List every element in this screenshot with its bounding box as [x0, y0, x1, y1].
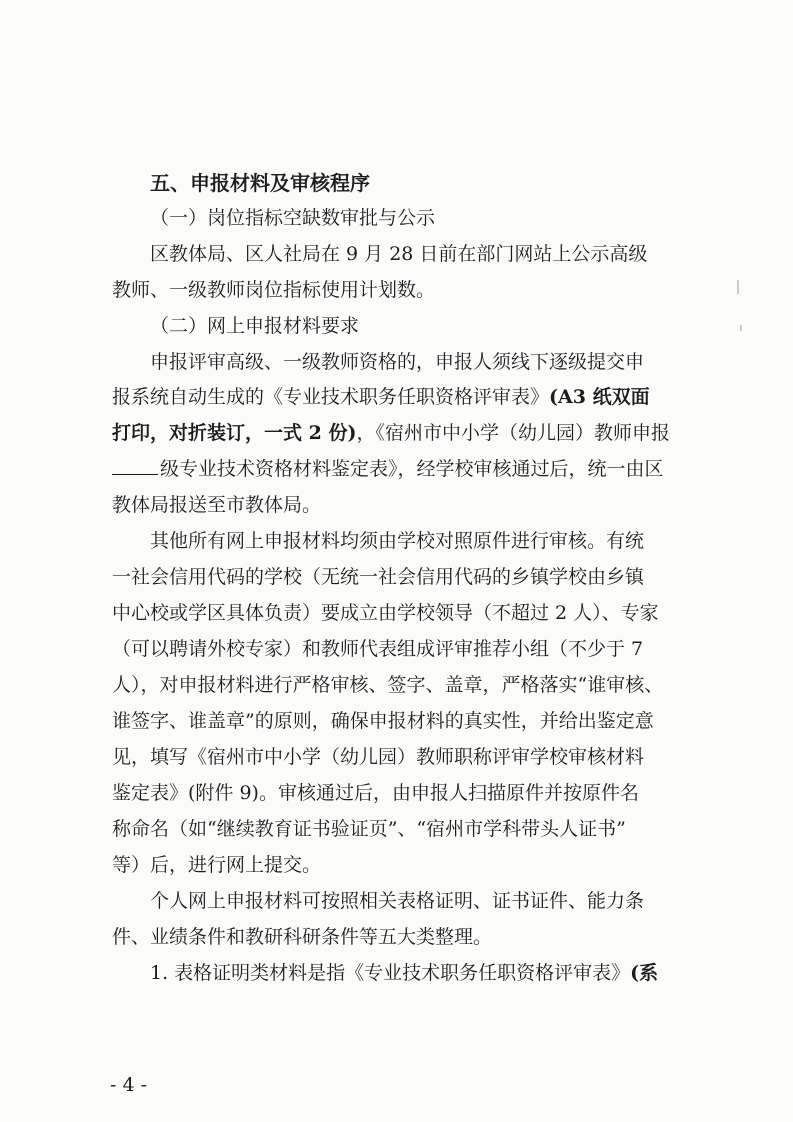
- scan-speck: [737, 280, 739, 294]
- scan-speck: [740, 325, 742, 331]
- paragraph-3-line-6: 谁签字、谁盖章”的原则，确保申报材料的真实性，并给出鉴定意: [112, 710, 654, 732]
- paragraph-3-line-1: 其他所有网上申报材料均须由学校对照原件进行审核。有统: [150, 530, 645, 552]
- paragraph-3-line-4: （可以聘请外校专家）和教师代表组成评审推荐小组（不少于 7: [112, 638, 644, 660]
- paragraph-3-line-5: 人），对申报材料进行严格审核、签字、盖章，严格落实“谁审核、: [112, 674, 664, 696]
- paragraph-5-line-1-text: 1. 表格证明类材料是指《专业技术职务任职资格评审表》: [150, 962, 631, 984]
- subsection-1-title: （一）岗位指标空缺数审批与公示: [150, 207, 436, 229]
- section-title: 五、申报材料及审核程序: [150, 171, 370, 195]
- subsection-2-title: （二）网上申报材料要求: [150, 315, 360, 337]
- paragraph-1-line-2: 教师、一级教师岗位指标使用计划数。: [112, 279, 436, 301]
- paragraph-3-line-9: 称命名（如“继续教育证书验证页”、“宿州市学科带头人证书”: [112, 818, 626, 840]
- paragraph-2-line-1: 申报评审高级、一级教师资格的，申报人须线下逐级提交申: [150, 351, 645, 373]
- page-number: - 4 -: [110, 1074, 148, 1096]
- paragraph-3-line-3: 中心校或学区具体负责）要成立由学校领导（不超过 2 人）、专家: [112, 602, 659, 624]
- paragraph-3-line-8: 鉴定表》(附件 9)。审核通过后，由申报人扫描原件并按原件名: [112, 782, 639, 804]
- paragraph-2-line-2-bold: (A3 纸双面: [549, 386, 650, 408]
- paragraph-3-line-7: 见，填写《宿州市中小学（幼儿园）教师职称评审学校审核材料: [112, 746, 645, 768]
- fill-in-blank: [112, 456, 158, 475]
- paragraph-2-line-5: 教体局报送至市教体局。: [112, 494, 322, 516]
- paragraph-5-line-1-bold: (系: [630, 962, 659, 984]
- paragraph-2-line-4: [112, 456, 664, 482]
- paragraph-2-line-2: [112, 384, 650, 410]
- paragraph-2-line-3-text: ，《宿州市中小学（幼儿园）教师申报: [356, 422, 670, 444]
- paragraph-2-line-2-text: 报系统自动生成的《专业技术职务任职资格评审表》: [112, 386, 550, 408]
- paragraph-4-line-2: 件、业绩条件和教研科研条件等五大类整理。: [112, 926, 493, 948]
- paragraph-3-line-2: 一社会信用代码的学校（无统一社会信用代码的乡镇学校由乡镇: [112, 566, 645, 588]
- paragraph-2-line-3: [112, 420, 670, 446]
- paragraph-1-line-1: 区教体局、区人社局在 9 月 28 日前在部门网站上公示高级: [150, 243, 648, 265]
- paragraph-2-line-4-text: 级专业技术资格材料鉴定表》，经学校审核通过后，统一由区: [160, 458, 664, 480]
- paragraph-4-line-1: 个人网上申报材料可按照相关表格证明、证书证件、能力条: [150, 890, 645, 912]
- paragraph-2-line-3-bold: 打印，对折装订，一式 2 份): [112, 422, 357, 444]
- paragraph-5-line-1: [150, 960, 658, 986]
- paragraph-3-line-10: 等）后，进行网上提交。: [112, 854, 322, 876]
